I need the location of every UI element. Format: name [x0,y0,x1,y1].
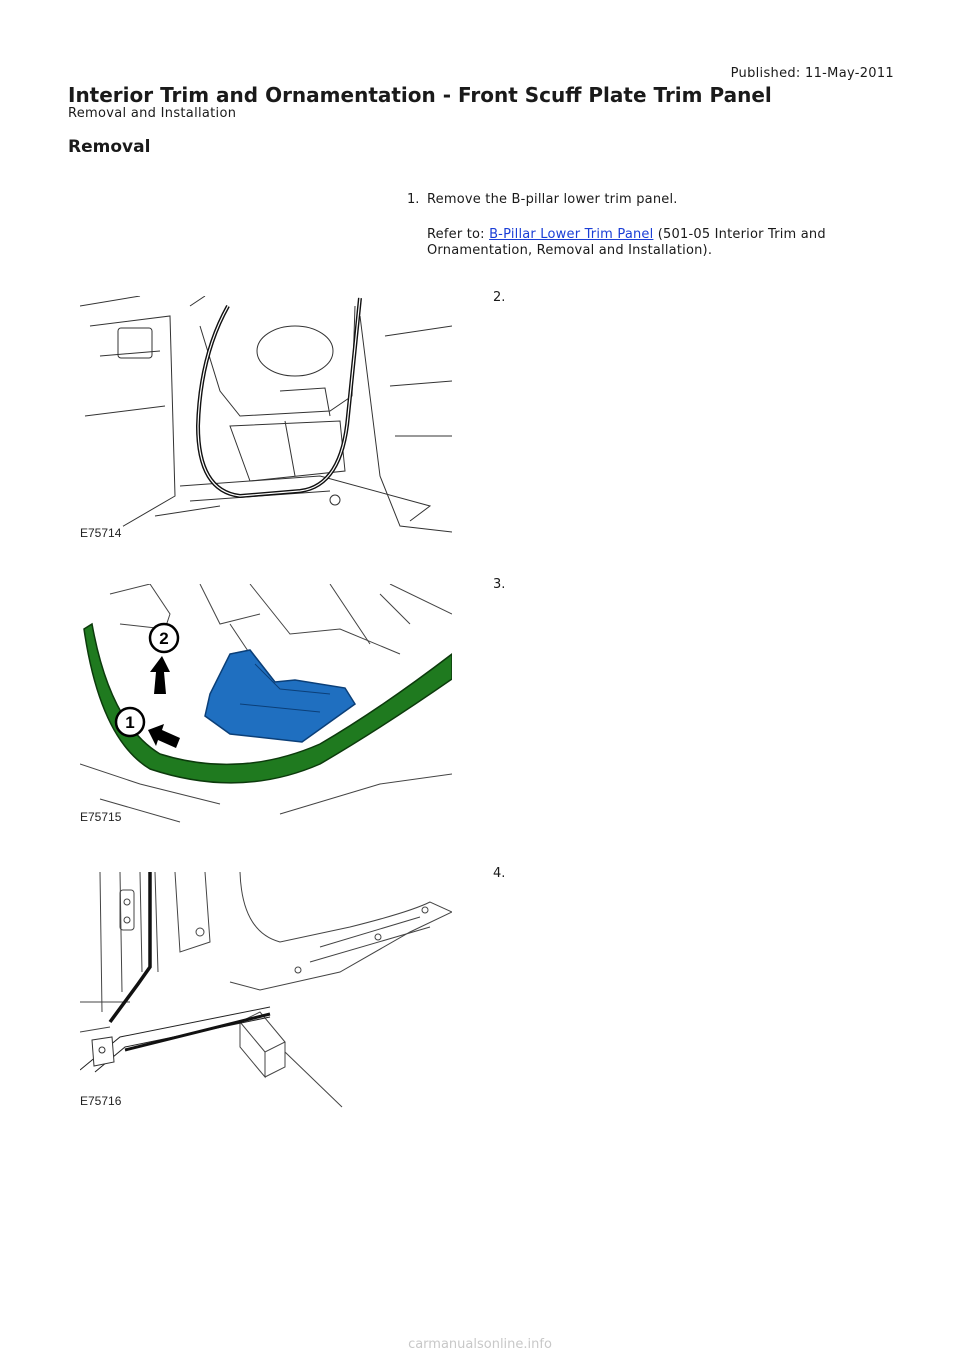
scuff-plate-illustration [80,584,452,824]
svg-text:2: 2 [159,629,169,648]
figure-e75714 [80,296,452,540]
callout-2 [150,624,178,694]
step-3-number: 3. [493,577,506,592]
figure-e75715 [80,584,452,824]
figure-label: E75714 [80,526,122,540]
svg-text:1: 1 [125,713,135,732]
sill-panel-illustration [80,872,452,1108]
page-subtitle: Removal and Installation [68,106,237,121]
figure-e75716 [80,872,452,1108]
step-2-number: 2. [493,290,506,305]
figure-label: E75715 [80,810,122,824]
page-title: Interior Trim and Ornamentation - Front Scuff Plate Trim Panel [68,83,772,107]
scuff-plate-panel [205,650,355,742]
step-1-text: Remove the B-pillar lower trim panel. [427,192,678,207]
section-heading-removal: Removal [68,137,151,157]
step-1-number: 1. [407,192,420,207]
published-date: Published: 11-May-2011 [730,66,894,81]
site-watermark: carmanualsonline.info [408,1337,552,1352]
figure-label: E75716 [80,1094,122,1108]
step-4-number: 4. [493,866,506,881]
door-opening-illustration [80,296,452,540]
step-1-reference [427,227,867,259]
refer-prefix: Refer to: [427,227,490,242]
refer-suffix: (501-05 Interior Trim and Ornamentation, Removal and Installation). [427,227,826,258]
b-pillar-lower-trim-panel-link[interactable]: B-Pillar Lower Trim Panel [489,227,654,242]
